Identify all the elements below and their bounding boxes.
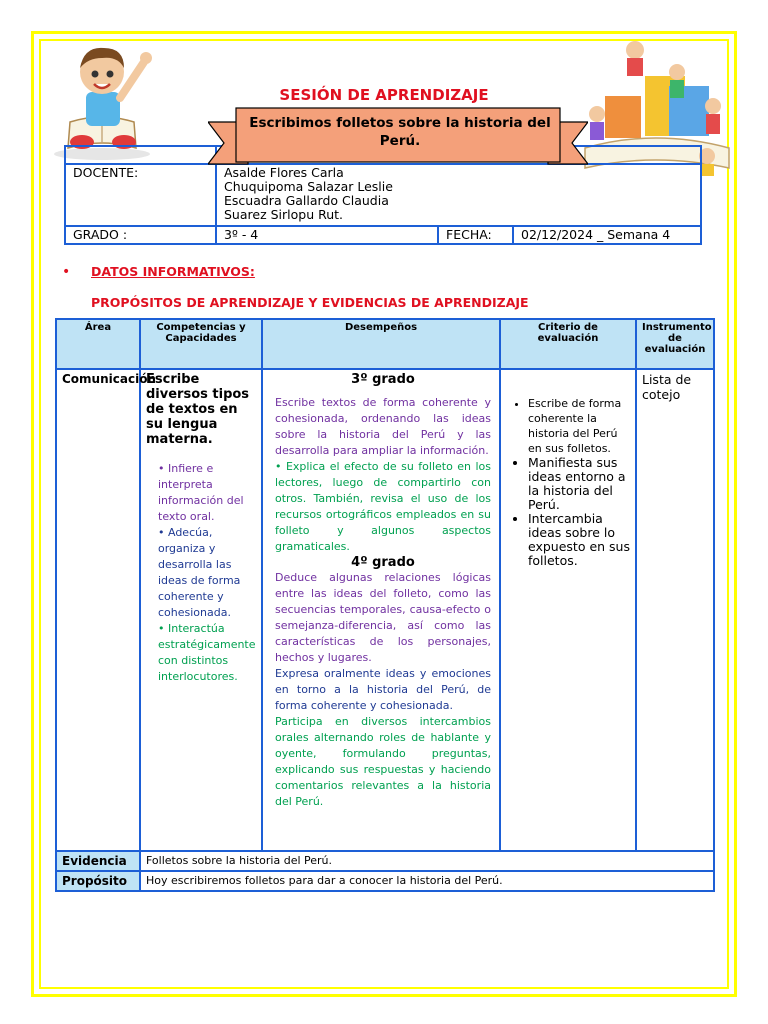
- page-title: SESIÓN DE APRENDIZAJE: [279, 86, 489, 104]
- area-cell: [56, 369, 156, 851]
- capacidad-item: • Adecúa, organiza y desarrolla las ideas de forma coherente y cohesionada.: [158, 526, 241, 619]
- evidencia-label: Evidencia: [56, 851, 140, 871]
- capacidad-item: • Interactúa estratégicamente con distintos interlocutores.: [158, 622, 256, 683]
- area-value: Comunicación: [62, 372, 156, 386]
- grado4-desempeno-2: Expresa oralmente ideas y emociones en torno a la historia del Perú, de forma coherente y cohesionada.: [275, 667, 491, 712]
- propositos-heading: PROPÓSITOS DE APRENDIZAJE Y EVIDENCIAS DE APRENDIZAJE: [91, 295, 529, 310]
- grado3-desempeno-1: Escribe textos de forma coherente y cohesionada, ordenando las ideas sobre la historia del Perú y las desarrolla para ampliar la información.: [275, 396, 491, 457]
- instrumento-value: Lista de cotejo: [642, 372, 692, 402]
- docente-name: Escuadra Gallardo Claudia: [224, 193, 389, 208]
- fecha-value: 02/12/2024 _ Semana 4: [513, 226, 701, 244]
- proposito-label: Propósito: [56, 871, 140, 891]
- header-instrumento: Instrumento de evaluación: [636, 319, 714, 369]
- proposito-value: Hoy escribiremos folletos para dar a conocer la historia del Perú.: [140, 871, 714, 891]
- header-competencias: Competencias y Capacidades: [140, 319, 262, 369]
- session-title-banner: Escribimos folletos sobre la historia del Perú.: [249, 115, 551, 149]
- grado3-heading: 3º grado: [351, 372, 415, 387]
- criterio-item: • Escribe de forma coherente la historia del Perú en sus folletos.: [528, 396, 630, 456]
- competencias-cell: [140, 369, 262, 851]
- criterio-item: • Intercambia ideas sobre lo expuesto en sus folletos.: [528, 512, 630, 568]
- datos-informativos-heading: DATOS INFORMATIVOS:: [91, 264, 255, 279]
- criterios-list: [506, 396, 630, 568]
- header-row1-label: [65, 146, 216, 164]
- section-bullet: •: [62, 264, 71, 280]
- grado-value: 3º - 4: [216, 226, 438, 244]
- docente-name: Asalde Flores Carla: [224, 165, 344, 180]
- grado-label: GRADO :: [65, 226, 216, 244]
- instrumento-cell: [636, 369, 714, 851]
- docente-name: Suarez Sirlopu Rut.: [224, 207, 344, 222]
- header-criterio: Criterio de evaluación: [500, 319, 636, 369]
- docente-list: [216, 164, 701, 226]
- header-area: Área: [56, 319, 140, 369]
- grado4-heading: 4º grado: [351, 555, 415, 570]
- fecha-label: FECHA:: [438, 226, 513, 244]
- competencia-title: Escribe diversos tipos de textos en su lengua materna.: [146, 372, 250, 447]
- capacidades-list: [146, 461, 256, 685]
- docente-label: DOCENTE:: [65, 164, 216, 226]
- grado4-desempeno-3: Participa en diversos intercambios orales alternando roles de hablante y oyente, formulando preguntas, explicando sus respuestas y haciendo comentarios relevantes a la historia del Perú.: [275, 715, 491, 808]
- desempenos-cell: [262, 369, 500, 851]
- docente-name: Chuquipoma Salazar Leslie: [224, 179, 393, 194]
- evidencia-value: Folletos sobre la historia del Perú.: [140, 851, 714, 871]
- learning-purpose-table: [55, 318, 715, 892]
- grado3-desempeno-2: • Explica el efecto de su folleto en los lectores, luego de compartirlo con otros. También, revisa el uso de los recursos ortográficos empleados en su folleto y algunos aspectos gramaticales.: [275, 460, 491, 553]
- criterio-item: • Manifiesta sus ideas entorno a la historia del Perú.: [528, 456, 630, 512]
- header-desempenos: Desempeños: [262, 319, 500, 369]
- capacidad-item: • Infiere e interpreta información del texto oral.: [158, 462, 244, 523]
- grado4-desempeno-1: Deduce algunas relaciones lógicas entre las ideas del folleto, como las secuencias temporales, causa-efecto o semejanza-diferencia, así como las características de los personajes, hechos y lugares.: [275, 571, 491, 664]
- criterio-cell: [500, 369, 636, 851]
